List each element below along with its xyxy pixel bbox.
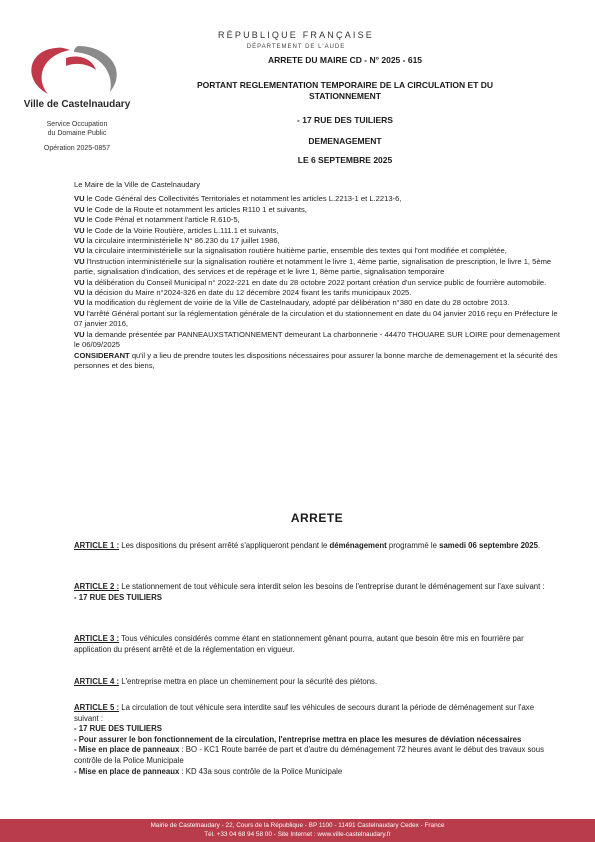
- vu-text: la décision du Maire n°2024-326 en date du 12 décembre 2024 fixant les tarifs municipaux 2025.: [84, 288, 412, 298]
- arrete-subject: [150, 80, 540, 102]
- article-2: [74, 582, 560, 603]
- article-2-label: ARTICLE 2 :: [74, 582, 120, 591]
- article-5-bullet-2-text: : BO - KC1 Route barrée de part et d'autre du déménagement 72 heures avant le début des travaux sous contrôle de la Police Municipale: [74, 745, 544, 765]
- service-line-2: du Domaine Public: [47, 130, 107, 137]
- arrete-title: ARRETE DU MAIRE CD - N° 2025 - 615: [267, 55, 423, 65]
- vu-text: la circulaire interministérielle N° 86.230 du 17 juillet 1986,: [84, 236, 280, 246]
- service-line-1: Service Occupation: [46, 121, 108, 128]
- vu-key: VU: [74, 246, 85, 256]
- vu-item: [74, 194, 560, 204]
- article-2-text: Le stationnement de tout véhicule sera interdit selon les besoins de l'entreprise durant le déménagement sur l'axe suivant :: [119, 582, 545, 591]
- operation-number: Opération 2025-0857: [43, 145, 111, 152]
- vu-item: [74, 226, 560, 236]
- address-header: - 17 RUE DES TUILIERS: [297, 115, 393, 125]
- vu-text: la délibération du Conseil Municipal n° 2022-221 en date du 28 octobre 2022 portant création d'un service public de fourrière automobile.: [84, 277, 547, 287]
- departement-header: DÉPARTEMENT DE L'AUDE: [246, 44, 346, 50]
- article-3-text: Tous véhicules considérés comme étant en stationnement gênant pourra, autant que besoin être mis en fourrière par application du présent arrêté et de la réglementation en vigueur.: [74, 634, 524, 654]
- subject-line-2: STATIONNEMENT: [309, 91, 381, 101]
- article-5-bullet-3-label: - Mise en place de panneaux: [74, 766, 180, 776]
- vu-text: qu'il y a lieu de prendre toutes les dispositions nécessaires pour assurer la bonne marche de demenagement et la sécurité des personnes et des biens,: [74, 350, 558, 370]
- vu-key: VU: [74, 194, 85, 204]
- article-5-bullet-1: - Pour assurer le bon fonctionnement de la circulation, l'entreprise mettra en place les mesures de déviation nécessaires: [74, 734, 522, 744]
- vu-key: VU: [74, 308, 85, 318]
- vu-item: [74, 246, 560, 256]
- vu-key: VU: [74, 225, 85, 235]
- article-5: [74, 703, 560, 777]
- vu-text: l'arrêté Général portant sur la réglementation générale de la circulation et du stationnement en date du 04 janvier 2016 reçu en Préfecture le 07 janvier 2016,: [74, 308, 558, 329]
- vu-item: [74, 278, 560, 288]
- vu-key: CONSIDERANT: [74, 350, 130, 360]
- article-5-street: - 17 RUE DES TUILIERS: [74, 724, 162, 734]
- vu-item: [74, 215, 560, 225]
- logo-caption: Ville de Castelnaudary: [23, 99, 131, 110]
- vu-item: [74, 330, 560, 351]
- vu-list: [74, 194, 560, 371]
- vu-text: l'Instruction interministérielle sur la signalisation routière et notamment le livre 1, 4ème partie, signalisation de prescription, le livre 1, 5ème partie, signalisation d'indication, des services et de repérage et le livre 1, 8ème partie, signalisation temporaire: [74, 256, 552, 277]
- vu-key: VU: [74, 329, 85, 339]
- article-3-label: ARTICLE 3 :: [74, 634, 120, 643]
- vu-item: [74, 298, 560, 308]
- article-5-bullet-3-text: : KD 43a sous contrôle de la Police Municipale: [179, 766, 343, 776]
- article-4-label: ARTICLE 4 :: [74, 677, 120, 686]
- vu-text: le Code de la Route et notamment les articles R110 1 et suivants,: [84, 204, 307, 214]
- service-name: [14, 120, 140, 138]
- article-4: [74, 677, 560, 688]
- vu-item: [74, 351, 560, 372]
- subject-line-1: PORTANT REGLEMENTATION TEMPORAIRE DE LA CIRCULATION ET DU: [196, 80, 494, 90]
- footer-contact: Tél. +33 04 68 94 58 00 - Site Internet : www.ville-castelnaudary.fr: [204, 831, 391, 838]
- article-4-text: L'entreprise mettra en place un cheminement pour la sécurité des piétons.: [119, 677, 378, 686]
- vu-item: [74, 309, 560, 330]
- article-1-date: samedi 06 septembre 2025: [439, 541, 538, 550]
- article-2-street: - 17 RUE DES TUILIERS: [74, 592, 162, 602]
- logo-red-swoosh: [31, 48, 70, 94]
- vu-key: VU: [74, 256, 85, 266]
- arrete-heading: ARRETE: [290, 511, 344, 525]
- vu-key: VU: [74, 236, 85, 246]
- vu-item: [74, 257, 560, 278]
- vu-text: le Code Général des Collectivités Territoriales et notamment les articles L.2213-1 et L.2213-6,: [84, 194, 402, 204]
- vu-key: VU: [74, 215, 85, 225]
- document-body: [74, 180, 560, 371]
- logo-red-crest: [66, 57, 96, 71]
- republique-header: RÉPUBLIQUE FRANÇAISE: [217, 30, 375, 40]
- vu-text: la demande présentée par PANNEAUXSTATIONNEMENT demeurant La charbonnerie - 44470 THOUARE SUR LOIRE pour demenagement le 06/09/2025: [74, 329, 560, 350]
- vu-key: VU: [74, 298, 85, 308]
- article-1-label: ARTICLE 1 :: [74, 541, 120, 550]
- footer-address: Mairie de Castelnaudary - 22, Cours de la République - BP 1100 - 11491 Castelnaudary Cedex - France: [150, 822, 445, 829]
- article-5-label: ARTICLE 5 :: [74, 703, 120, 712]
- vu-item: [74, 288, 560, 298]
- article-1: [74, 541, 560, 552]
- vu-text: le Code de la Voirie Routière, articles L.111.1 et suivants,: [84, 225, 279, 235]
- vu-item: [74, 236, 560, 246]
- vu-key: VU: [74, 288, 85, 298]
- event-header: DEMENAGEMENT: [308, 136, 382, 146]
- article-1-text-2: programmé le: [386, 541, 440, 550]
- vu-text: la modification du règlement de voirie de la Ville de Castelnaudary, adopté par délibération n°380 en date du 28 octobre 2013.: [84, 298, 510, 308]
- article-5-bullet-2-label: - Mise en place de panneaux: [74, 745, 180, 755]
- article-1-text: Les dispositions du présent arrêté s'appliqueront pendant le: [119, 541, 330, 550]
- date-header: LE 6 SEPTEMBRE 2025: [297, 155, 393, 165]
- article-1-event: déménagement: [329, 541, 387, 550]
- article-3: [74, 634, 560, 655]
- vu-item: [74, 205, 560, 215]
- article-1-text-3: .: [537, 541, 541, 550]
- vu-text: la circulaire interministérielle sur la signalisation routière huitième partie, ensemble des textes qui l'ont modifiée et complétée,: [84, 246, 507, 256]
- article-5-text: La circulation de tout véhicule sera interdite sauf les véhicules de secours durant la période de déménagement sur l'axe suivant :: [74, 703, 535, 723]
- vu-key: VU: [74, 204, 85, 214]
- intro-line: Le Maire de la Ville de Castelnaudary: [74, 180, 201, 189]
- vu-text: le Code Pénal et notamment l'article R.610-5,: [84, 215, 240, 225]
- city-logo: [18, 40, 136, 100]
- vu-key: VU: [74, 277, 85, 287]
